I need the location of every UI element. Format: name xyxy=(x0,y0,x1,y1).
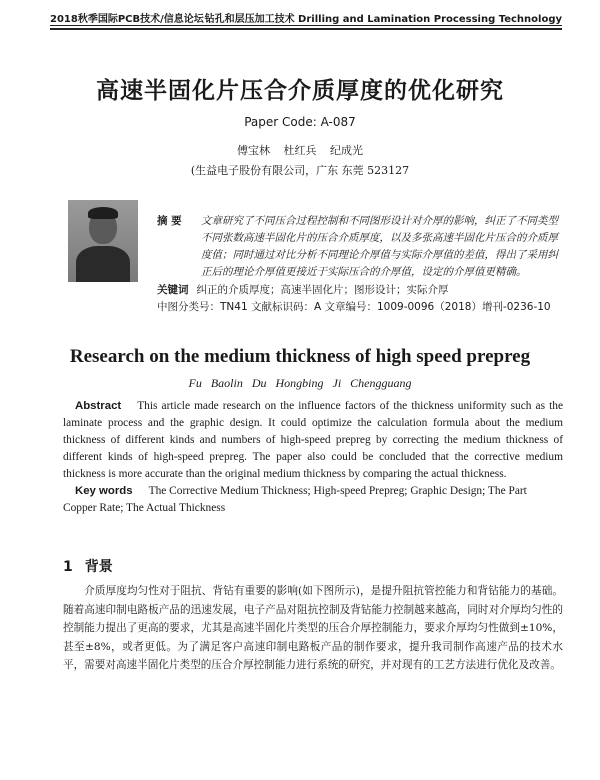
chinese-keywords-text: 纠正的介质厚度；高速半固化片；图形设计；实际介厚 xyxy=(196,284,449,296)
section-number: 1 xyxy=(63,559,73,575)
chinese-abstract xyxy=(157,213,567,281)
header-rule xyxy=(50,25,562,26)
english-keywords xyxy=(63,483,563,517)
english-title: Research on the medium thickness of high speed prepreg xyxy=(69,346,531,367)
chinese-authors: 傅宝林 杜红兵 纪成光 xyxy=(237,144,363,157)
chinese-affiliation: (生益电子股份有限公司，广东 东莞 523127 xyxy=(190,164,410,177)
section-paragraph: 介质厚度均匀性对于阻抗、背钻有重要的影响(如下图所示)，是提升阻抗管控能力和背钻能力的基础。随着高速印制电路板产品的迅速发展，电子产品对阻抗控制及背钻能力控制越来越高，同时对介厚均匀性的控制能力提出了更高的要求，尤其是高速半固化片类型的压合介厚控制能力，要求介厚均匀性做到±10%，甚至±8%，或者更低。为了满足客户高速印制电路板产品的制作要求，提升我司制作高速产品的技术水平，需要对高速半固化片类型的压合介厚控制能力进行系统的研究，并对现有的工艺方法进行优化及改善。 xyxy=(63,585,563,671)
chinese-keywords-label: 关键词 xyxy=(157,284,189,296)
english-authors: Fu Baolin Du Hongbing Ji Chengguang xyxy=(188,376,412,390)
header-journal: 2018秋季国际PCB技术/信息论坛 xyxy=(50,14,204,25)
english-abstract-text: This article made research on the influence factors of the thickness uniformity such as the laminate process and the graphic design. It could optimize the calculation formula about the medium thickness of different kinds and numbers of high-speed prepreg by correcting the medium thickness of different kinds of high-speed prepreg. The paper also could be concluded that the corrective medium thickness is more accurate than the original medium thickness by comparing the actual thickness. xyxy=(63,400,563,480)
classification-line: 中图分类号：TN41 文献标识码：A 文章编号：1009-0096（2018）增刊-0236-10 xyxy=(157,301,551,313)
english-abstract xyxy=(63,398,563,483)
author-photo xyxy=(68,200,138,282)
photo-hair-shape xyxy=(88,207,118,219)
chinese-abstract-label: 摘 要 xyxy=(157,215,182,227)
paper-code: Paper Code: A-087 xyxy=(244,115,356,129)
running-header xyxy=(50,10,562,25)
chinese-abstract-text: 文章研究了不同压合过程控制和不同图形设计对介厚的影响，纠正了不同类型不同张数高速半固化片的压合介质厚度，以及多张高速半固化片压合的介质厚度值；同时通过对比分析不同理论介厚值与实际介厚值的差值，得出了采用纠正后的理论介厚值更接近于实际压合的介厚值，设定的介厚值更精确。 xyxy=(201,215,558,278)
english-keywords-label: Key words xyxy=(75,485,133,497)
english-keywords-text: The Corrective Medium Thickness; High-speed Prepreg; Graphic Design; The Part Copper Rate; The Actual Thickness xyxy=(63,485,527,514)
chinese-keywords xyxy=(157,282,567,297)
photo-body-shape xyxy=(76,246,130,282)
section-title: 背景 xyxy=(84,559,113,575)
chinese-title: 高速半固化片压合介质厚度的优化研究 xyxy=(96,78,504,104)
english-abstract-label: Abstract xyxy=(75,400,122,412)
section-heading xyxy=(63,556,113,576)
header-section: 钻孔和层压加工技术 Drilling and Lamination Processing Technology xyxy=(204,14,562,25)
header-rule-thick xyxy=(50,28,562,30)
